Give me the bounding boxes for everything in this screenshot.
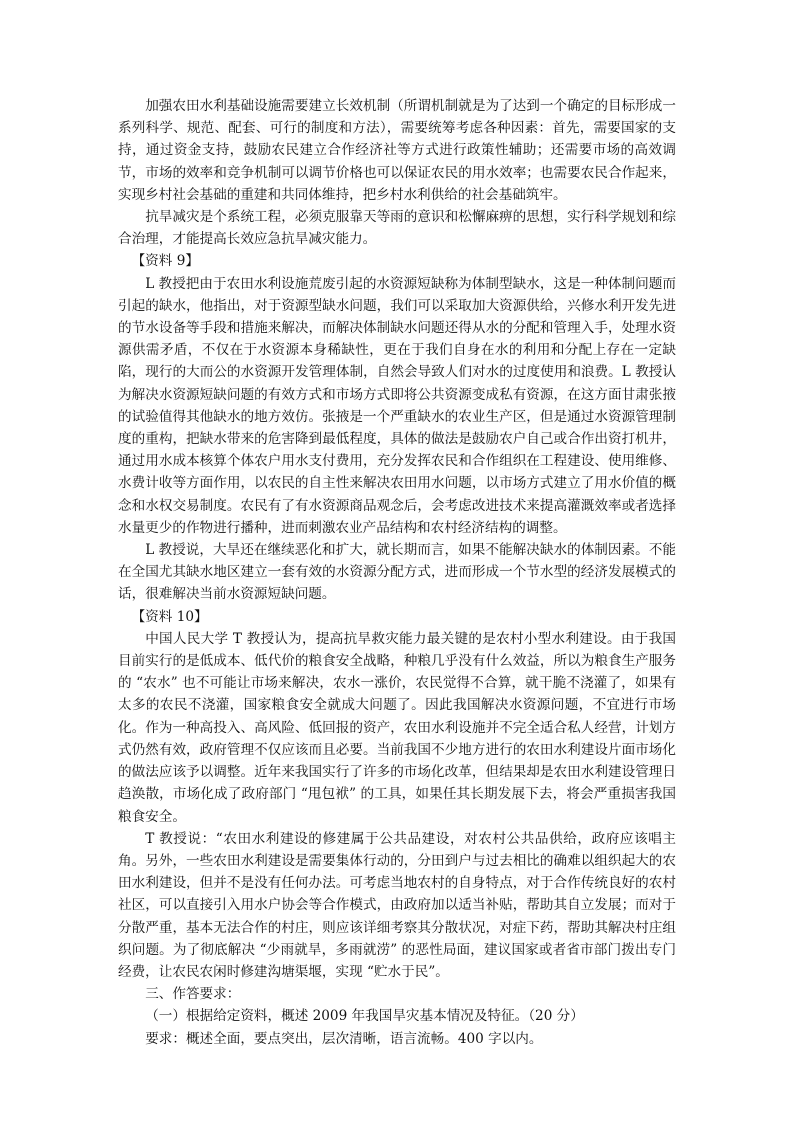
paragraph-mechanism: 加强农田水利基础设施需要建立长效机制（所谓机制就是为了达到一个确定的目标形成一系列科学、规范、配套、可行的制度和方法），需要统筹考虑各种因素：首先，需要国家的支持，通过资金支持，鼓励农民建立合作经济社等方式进行政策性辅助；还需要市场的高效调节，市场的效率和竞争机制可以调节价格也可以保证农民的用水效率；也需要农民合作起来，实现乡村社会基础的重建和共同体维持，把乡村水利供给的社会基础筑牢。 — [118, 98, 676, 203]
paragraph-professor-t-view: 中国人民大学 T 教授认为，提高抗旱救灾能力最关键的是农村小型水利建设。由于我国目前实行的是低成本、低代价的粮食安全战略，种粮几乎没有什么效益，所以为粮食生产服务的 “农水” 也不可能让市场来解决，农水一涨价，农民觉得不合算，就干脆不浇灌了，如果有太多的农民不浇灌，国家粮食安全就成大问题了。因此我国解决水资源问题，不宜进行市场化。作为一种高投入、高风险、低回报的资产，农田水利设施并不完全适合私人经营，计划方式仍然有效，政府管理不仅应该而且必要。当前我国不少地方进行的农田水利建设片面市场化的做法应该予以调整。近年来我国实行了许多的市场化改革，但结果却是农田水利建设管理日趋涣散，市场化成了政府部门 “甩包袱” 的工具，如果任其长期发展下去，将会严重损害我国粮食安全。 — [118, 630, 676, 825]
document-body — [118, 95, 676, 1050]
paragraph-professor-l-view: L 教授把由于农田水利设施荒废引起的水资源短缺称为体制型缺水，这是一种体制问题而引起的缺水，他指出，对于资源型缺水问题，我们可以采取加大资源供给，兴修水利开发先进的节水设备等手段和措施来解决，而解决体制缺水问题还得从水的分配和管理入手，处理水资源供需矛盾，不仅在于水资源本身稀缺性，更在于我们自身在水的利用和分配上存在一定缺陷，现行的大而公的水资源开发管理体制，自然会导致人们对水的过度使用和浪费。L 教授认为解决水资源短缺问题的有效方式和市场方式即将公共资源变成私有资源，在这方面甘肃张掖的试验值得其他缺水的地方效仿。张掖是一个严重缺水的农业生产区，但是通过水资源管理制度的重构，把缺水带来的危害降到最低程度，具体的做法是鼓励农户自己或合作出资打机井，通过用水成本核算个体农户用水支付费用，充分发挥农民和合作组织在工程建设、使用维修、水费计收等方面作用，以农民的自主性来解决农田用水问题，以市场方式建立了用水价值的概念和水权交易制度。农民有了有水资源商品观念后，会考虑改进技术来提高灌溉效率或者选择水量更少的作物进行播种，进而刺激农业产品结构和农村经济结构的调整。 — [118, 275, 676, 536]
paragraph-drought-relief: 抗旱减灾是个系统工程，必须克服靠天等雨的意识和松懈麻痹的思想，实行科学规划和综合治理，才能提高长效应急抗旱减灾能力。 — [118, 209, 676, 248]
question-one-requirements: 要求：概述全面，要点突出，层次清晰，语言流畅。400 字以内。 — [145, 1030, 543, 1047]
heading-material-9: 【资料 9】 — [131, 253, 199, 270]
paragraph-professor-l-conclusion: L 教授说，大旱还在继续恶化和扩大，就长期而言，如果不能解决缺水的体制因素。不能在全国尤其缺水地区建立一套有效的水资源分配方式，进而形成一个节水型的经济发展模式的话，很难解决当前水资源短缺问题。 — [118, 542, 676, 603]
paragraph-professor-t-quote: T 教授说：“农田水利建设的修建属于公共品建设，对农村公共品供给，政府应该唱主角。另外，一些农田水利建设是需要集体行动的，分田到户与过去相比的确难以组织起大的农田水利建设，但并不是没有任何办法。可考虑当地农村的自身特点，对于合作传统良好的农村社区，可以直接引入用水户协会等合作模式，由政府加以适当补贴，帮助其自立发展；而对于分散严重，基本无法合作的村庄，则应该详细考察其分散状况，对症下药，帮助其解决村庄组织问题。为了彻底解决 “少雨就旱，多雨就涝” 的恶性局面，建议国家或者省市部门拨出专门经费，让农民农闲时修建沟塘渠堰，实现 “贮水于民”。 — [118, 830, 676, 980]
heading-answer-requirements: 三、作答要求： — [145, 986, 241, 1003]
heading-material-10: 【资料 10】 — [131, 608, 208, 625]
question-one: （一）根据给定资料，概述 2009 年我国旱灾基本情况及特征。（20 分） — [145, 1008, 584, 1025]
